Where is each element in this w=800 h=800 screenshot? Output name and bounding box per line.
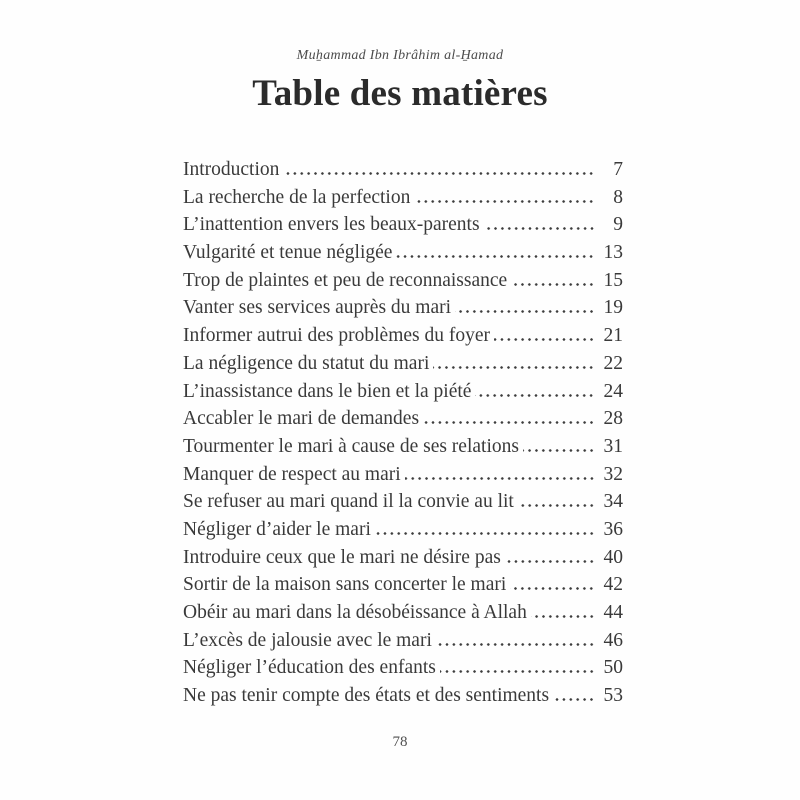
running-header-author: Muẖammad Ibn Ibrâhim al-H̱amad bbox=[296, 48, 504, 63]
dot-leader bbox=[440, 668, 595, 673]
toc-entry-page: 24 bbox=[603, 380, 623, 402]
toc-entry-page: 13 bbox=[603, 242, 623, 264]
toc-entry-page: 50 bbox=[603, 657, 623, 679]
toc-entry-title: Informer autrui des problèmes du foyer bbox=[183, 325, 491, 347]
toc-entry-title: Sortir de la maison sans concerter le mari bbox=[183, 574, 507, 596]
table-of-contents bbox=[183, 159, 623, 713]
toc-entry-page: 28 bbox=[603, 408, 623, 430]
toc-entry bbox=[183, 602, 623, 630]
toc-entry-page: 42 bbox=[603, 574, 623, 596]
toc-entry bbox=[183, 630, 623, 658]
toc-entry-page: 21 bbox=[603, 325, 623, 347]
toc-entry-title: Vanter ses services auprès du mari bbox=[183, 297, 452, 319]
toc-entry-title: Tourmenter le mari à cause de ses relations bbox=[183, 435, 519, 457]
dot-leader bbox=[436, 641, 595, 646]
toc-entry bbox=[183, 187, 623, 215]
toc-entry-title: Ne pas tenir compte des états et des sentiments bbox=[183, 685, 550, 707]
toc-entry-title: Obéir au mari dans la désobéissance à Allah bbox=[183, 602, 527, 623]
dot-leader bbox=[511, 281, 595, 286]
dot-leader bbox=[475, 392, 595, 397]
toc-entry-page: 19 bbox=[603, 297, 623, 319]
toc-entry-title: La recherche de la perfection bbox=[183, 186, 411, 208]
page-title: Table des matières bbox=[252, 73, 548, 114]
toc-entry bbox=[183, 436, 623, 464]
toc-entry-title: L’inattention envers les beaux-parents bbox=[183, 214, 480, 236]
toc-entry-page: 44 bbox=[603, 602, 623, 623]
dot-leader bbox=[523, 447, 595, 452]
dot-leader bbox=[553, 696, 595, 701]
toc-entry bbox=[183, 547, 623, 575]
toc-entry-title: La négligence du statut du mari bbox=[183, 352, 430, 374]
toc-entry-page: 22 bbox=[603, 352, 623, 374]
toc-entry bbox=[183, 242, 623, 270]
page-number-folio: 78 bbox=[392, 734, 408, 750]
dot-leader bbox=[518, 502, 595, 507]
toc-entry-title: Vulgarité et tenue négligée bbox=[183, 242, 393, 264]
dot-leader bbox=[423, 419, 595, 424]
toc-entry-title: Négliger l’éducation des enfants bbox=[183, 657, 436, 679]
toc-entry-page: 36 bbox=[603, 518, 623, 540]
toc-entry bbox=[183, 297, 623, 325]
toc-entry bbox=[183, 353, 623, 381]
dot-leader bbox=[414, 198, 595, 203]
dot-leader bbox=[505, 558, 595, 563]
toc-entry-page: 53 bbox=[603, 685, 623, 707]
toc-entry-title: Accabler le mari de demandes bbox=[183, 408, 420, 430]
toc-entry-title: Se refuser au mari quand il la convie au lit bbox=[183, 491, 514, 513]
dot-leader bbox=[531, 613, 595, 618]
toc-entry-page: 31 bbox=[603, 435, 623, 457]
toc-entry bbox=[183, 325, 623, 353]
toc-entry bbox=[183, 574, 623, 602]
toc-entry bbox=[183, 270, 623, 298]
toc-entry-page: 34 bbox=[603, 491, 623, 513]
toc-entry bbox=[183, 464, 623, 492]
toc-entry bbox=[183, 159, 623, 187]
dot-leader bbox=[396, 253, 595, 258]
dot-leader bbox=[283, 170, 595, 175]
toc-entry-title: Introduction bbox=[183, 159, 280, 180]
dot-leader bbox=[510, 585, 595, 590]
toc-entry-page: 15 bbox=[603, 269, 623, 291]
toc-entry-page: 7 bbox=[613, 159, 623, 180]
dot-leader bbox=[375, 530, 595, 535]
toc-entry-page: 46 bbox=[603, 629, 623, 651]
toc-entry-title: Manquer de respect au mari bbox=[183, 463, 401, 485]
dot-leader bbox=[433, 364, 595, 369]
toc-entry bbox=[183, 519, 623, 547]
toc-entry-title: Introduire ceux que le mari ne désire pas bbox=[183, 546, 501, 568]
toc-entry bbox=[183, 685, 623, 713]
toc-entry-page: 32 bbox=[603, 463, 623, 485]
toc-entry-page: 9 bbox=[613, 214, 623, 236]
dot-leader bbox=[405, 475, 595, 480]
toc-entry bbox=[183, 214, 623, 242]
dot-leader bbox=[494, 336, 595, 341]
toc-entry-title: Trop de plaintes et peu de reconnaissance bbox=[183, 269, 508, 291]
toc-entry-page: 8 bbox=[613, 186, 623, 208]
dot-leader bbox=[484, 225, 595, 230]
toc-entry-title: L’inassistance dans le bien et la piété bbox=[183, 380, 472, 402]
toc-entry-title: Négliger d’aider le mari bbox=[183, 518, 371, 540]
toc-entry bbox=[183, 491, 623, 519]
toc-entry-title: L’excès de jalousie avec le mari bbox=[183, 629, 432, 651]
toc-entry bbox=[183, 657, 623, 685]
toc-entry bbox=[183, 381, 623, 409]
toc-entry-page: 40 bbox=[603, 546, 623, 568]
toc-entry bbox=[183, 408, 623, 436]
dot-leader bbox=[455, 308, 595, 313]
